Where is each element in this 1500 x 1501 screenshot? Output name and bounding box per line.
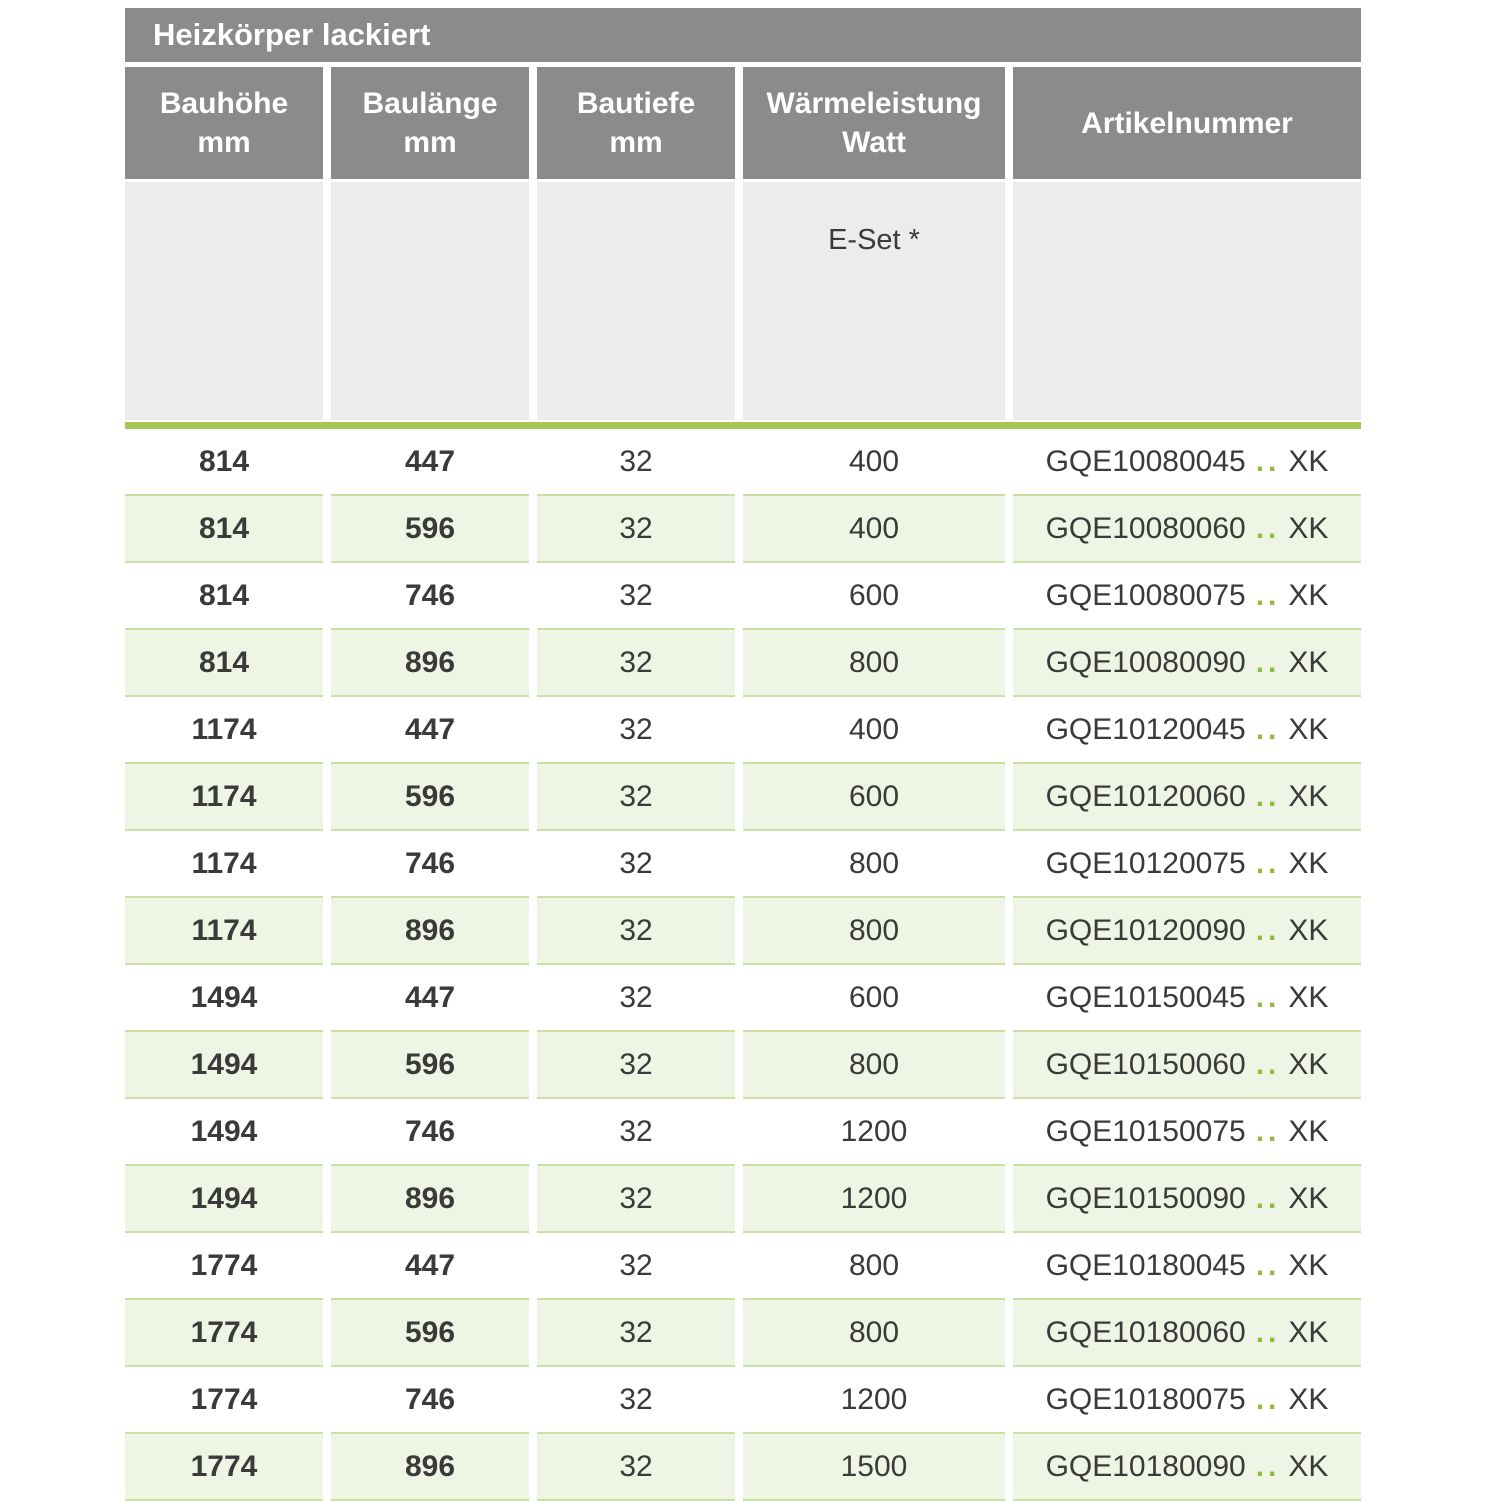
artikel-dots: ..	[1255, 1047, 1281, 1081]
cell-baulaenge: 896	[331, 1166, 529, 1233]
artikel-dots: ..	[1255, 1382, 1281, 1416]
artikel-base: GQE10080060	[1045, 511, 1246, 545]
artikel-base: GQE10080090	[1045, 645, 1246, 679]
artikel-suffix: XK	[1288, 1114, 1329, 1148]
cell-bauhoehe: 814	[125, 496, 323, 563]
artikel-suffix: XK	[1288, 1449, 1329, 1483]
cell-bauhoehe: 1774	[125, 1434, 323, 1501]
table-row	[125, 1166, 1361, 1233]
cell-bauhoehe: 1494	[125, 1032, 323, 1099]
cell-bauhoehe: 1174	[125, 831, 323, 898]
table-body	[125, 429, 1361, 1501]
table-row	[125, 1300, 1361, 1367]
table-row	[125, 898, 1361, 965]
table-row	[125, 1233, 1361, 1300]
cell-baulaenge: 447	[331, 965, 529, 1032]
cell-artikelnummer	[1013, 1434, 1361, 1501]
cell-baulaenge: 896	[331, 1434, 529, 1501]
artikel-suffix: XK	[1288, 645, 1329, 679]
cell-artikelnummer	[1013, 764, 1361, 831]
cell-bautiefe: 32	[537, 496, 735, 563]
cell-artikelnummer	[1013, 1166, 1361, 1233]
cell-bautiefe: 32	[537, 429, 735, 496]
artikel-base: GQE10150045	[1045, 980, 1246, 1014]
table-header	[125, 67, 1361, 179]
cell-baulaenge: 896	[331, 630, 529, 697]
artikel-dots: ..	[1255, 1248, 1281, 1282]
artikel-dots: ..	[1255, 712, 1281, 746]
artikel-dots: ..	[1255, 980, 1281, 1014]
cell-watt: 600	[743, 563, 1005, 630]
cell-watt: 1200	[743, 1166, 1005, 1233]
cell-watt: 1200	[743, 1367, 1005, 1434]
cell-watt: 1500	[743, 1434, 1005, 1501]
table-subheader	[125, 182, 1361, 420]
cell-bautiefe: 32	[537, 1367, 735, 1434]
artikel-dots: ..	[1255, 511, 1281, 545]
cell-bauhoehe: 1494	[125, 965, 323, 1032]
cell-watt: 800	[743, 1233, 1005, 1300]
cell-baulaenge: 447	[331, 697, 529, 764]
cell-bautiefe: 32	[537, 563, 735, 630]
header-unit: Watt	[842, 126, 906, 159]
cell-bautiefe: 32	[537, 1233, 735, 1300]
artikel-dots: ..	[1255, 846, 1281, 880]
product-table	[125, 8, 1361, 1501]
cell-bautiefe: 32	[537, 697, 735, 764]
artikel-base: GQE10080045	[1045, 444, 1246, 478]
cell-watt: 800	[743, 1032, 1005, 1099]
cell-bautiefe: 32	[537, 764, 735, 831]
header-unit: mm	[197, 126, 251, 159]
header-bautiefe	[537, 67, 735, 179]
artikel-dots: ..	[1255, 913, 1281, 947]
cell-bauhoehe: 1774	[125, 1233, 323, 1300]
cell-watt: 600	[743, 764, 1005, 831]
artikel-base: GQE10150075	[1045, 1114, 1246, 1148]
cell-bauhoehe: 1174	[125, 898, 323, 965]
artikel-suffix: XK	[1288, 1248, 1329, 1282]
artikel-suffix: XK	[1288, 1382, 1329, 1416]
artikel-dots: ..	[1255, 578, 1281, 612]
cell-baulaenge: 746	[331, 1367, 529, 1434]
cell-artikelnummer	[1013, 898, 1361, 965]
cell-bautiefe: 32	[537, 965, 735, 1032]
table-row	[125, 1032, 1361, 1099]
table-row	[125, 831, 1361, 898]
artikel-base: GQE10180045	[1045, 1248, 1246, 1282]
cell-bautiefe: 32	[537, 1166, 735, 1233]
cell-watt: 400	[743, 697, 1005, 764]
header-unit: mm	[609, 126, 663, 159]
artikel-suffix: XK	[1288, 511, 1329, 545]
cell-bauhoehe: 1774	[125, 1300, 323, 1367]
cell-artikelnummer	[1013, 831, 1361, 898]
cell-watt: 800	[743, 898, 1005, 965]
artikel-suffix: XK	[1288, 1181, 1329, 1215]
cell-baulaenge: 596	[331, 764, 529, 831]
cell-baulaenge: 447	[331, 1233, 529, 1300]
subheader-bauhoehe	[125, 182, 323, 420]
header-waermeleistung	[743, 67, 1005, 179]
cell-baulaenge: 596	[331, 496, 529, 563]
cell-watt: 800	[743, 831, 1005, 898]
cell-artikelnummer	[1013, 630, 1361, 697]
header-unit: mm	[403, 126, 457, 159]
artikel-base: GQE10120045	[1045, 712, 1246, 746]
artikel-dots: ..	[1255, 645, 1281, 679]
cell-bauhoehe: 1494	[125, 1166, 323, 1233]
artikel-suffix: XK	[1288, 980, 1329, 1014]
cell-bautiefe: 32	[537, 1434, 735, 1501]
artikel-base: GQE10180060	[1045, 1315, 1246, 1349]
header-bauhoehe	[125, 67, 323, 179]
cell-artikelnummer	[1013, 429, 1361, 496]
table-row	[125, 630, 1361, 697]
artikel-base: GQE10150090	[1045, 1181, 1246, 1215]
cell-baulaenge: 746	[331, 563, 529, 630]
artikel-suffix: XK	[1288, 1315, 1329, 1349]
cell-baulaenge: 596	[331, 1300, 529, 1367]
artikel-dots: ..	[1255, 1449, 1281, 1483]
cell-bauhoehe: 1174	[125, 697, 323, 764]
cell-artikelnummer	[1013, 1233, 1361, 1300]
table-title: Heizkörper lackiert	[125, 8, 1361, 62]
cell-artikelnummer	[1013, 563, 1361, 630]
artikel-base: GQE10150060	[1045, 1047, 1246, 1081]
subheader-eset	[743, 182, 1005, 420]
cell-baulaenge: 746	[331, 1099, 529, 1166]
eset-label: E-Set *	[828, 224, 920, 256]
cell-watt: 800	[743, 1300, 1005, 1367]
cell-baulaenge: 447	[331, 429, 529, 496]
header-label: Bautiefe	[576, 87, 696, 120]
header-label: Artikelnummer	[1081, 106, 1293, 140]
artikel-base: GQE10180090	[1045, 1449, 1246, 1483]
cell-artikelnummer	[1013, 1367, 1361, 1434]
cell-artikelnummer	[1013, 1032, 1361, 1099]
subheader-artikelnummer	[1013, 182, 1361, 420]
cell-artikelnummer	[1013, 965, 1361, 1032]
table-row	[125, 563, 1361, 630]
subheader-bautiefe	[537, 182, 735, 420]
header-label: Wärmeleistung	[766, 87, 982, 120]
cell-bauhoehe: 814	[125, 563, 323, 630]
table-row	[125, 429, 1361, 496]
artikel-suffix: XK	[1288, 846, 1329, 880]
artikel-dots: ..	[1255, 779, 1281, 813]
header-label: Bauhöhe	[159, 87, 289, 120]
cell-bautiefe: 32	[537, 831, 735, 898]
cell-bauhoehe: 814	[125, 630, 323, 697]
cell-baulaenge: 746	[331, 831, 529, 898]
cell-baulaenge: 896	[331, 898, 529, 965]
artikel-base: GQE10080075	[1045, 578, 1246, 612]
cell-artikelnummer	[1013, 697, 1361, 764]
cell-bautiefe: 32	[537, 1099, 735, 1166]
artikel-suffix: XK	[1288, 779, 1329, 813]
cell-artikelnummer	[1013, 1099, 1361, 1166]
cell-artikelnummer	[1013, 1300, 1361, 1367]
artikel-suffix: XK	[1288, 444, 1329, 478]
artikel-base: GQE10120060	[1045, 779, 1246, 813]
table-row	[125, 764, 1361, 831]
artikel-dots: ..	[1255, 1114, 1281, 1148]
table-row	[125, 1367, 1361, 1434]
artikel-suffix: XK	[1288, 578, 1329, 612]
cell-bautiefe: 32	[537, 898, 735, 965]
cell-watt: 400	[743, 496, 1005, 563]
header-label: Baulänge	[362, 87, 498, 120]
cell-watt: 600	[743, 965, 1005, 1032]
cell-watt: 1200	[743, 1099, 1005, 1166]
artikel-dots: ..	[1255, 1181, 1281, 1215]
accent-divider	[125, 422, 1361, 429]
cell-bauhoehe: 1174	[125, 764, 323, 831]
artikel-suffix: XK	[1288, 1047, 1329, 1081]
cell-bautiefe: 32	[537, 1300, 735, 1367]
artikel-dots: ..	[1255, 1315, 1281, 1349]
cell-artikelnummer	[1013, 496, 1361, 563]
artikel-base: GQE10120075	[1045, 846, 1246, 880]
table-row	[125, 1099, 1361, 1166]
table-row	[125, 965, 1361, 1032]
artikel-suffix: XK	[1288, 712, 1329, 746]
table-row	[125, 496, 1361, 563]
header-baulaenge	[331, 67, 529, 179]
cell-bauhoehe: 1494	[125, 1099, 323, 1166]
table-row	[125, 697, 1361, 764]
cell-bauhoehe: 814	[125, 429, 323, 496]
cell-bauhoehe: 1774	[125, 1367, 323, 1434]
cell-watt: 800	[743, 630, 1005, 697]
cell-baulaenge: 596	[331, 1032, 529, 1099]
header-artikelnummer	[1013, 67, 1361, 179]
subheader-baulaenge	[331, 182, 529, 420]
artikel-suffix: XK	[1288, 913, 1329, 947]
cell-bautiefe: 32	[537, 1032, 735, 1099]
artikel-base: GQE10120090	[1045, 913, 1246, 947]
cell-watt: 400	[743, 429, 1005, 496]
artikel-base: GQE10180075	[1045, 1382, 1246, 1416]
artikel-dots: ..	[1255, 444, 1281, 478]
table-row	[125, 1434, 1361, 1501]
cell-bautiefe: 32	[537, 630, 735, 697]
